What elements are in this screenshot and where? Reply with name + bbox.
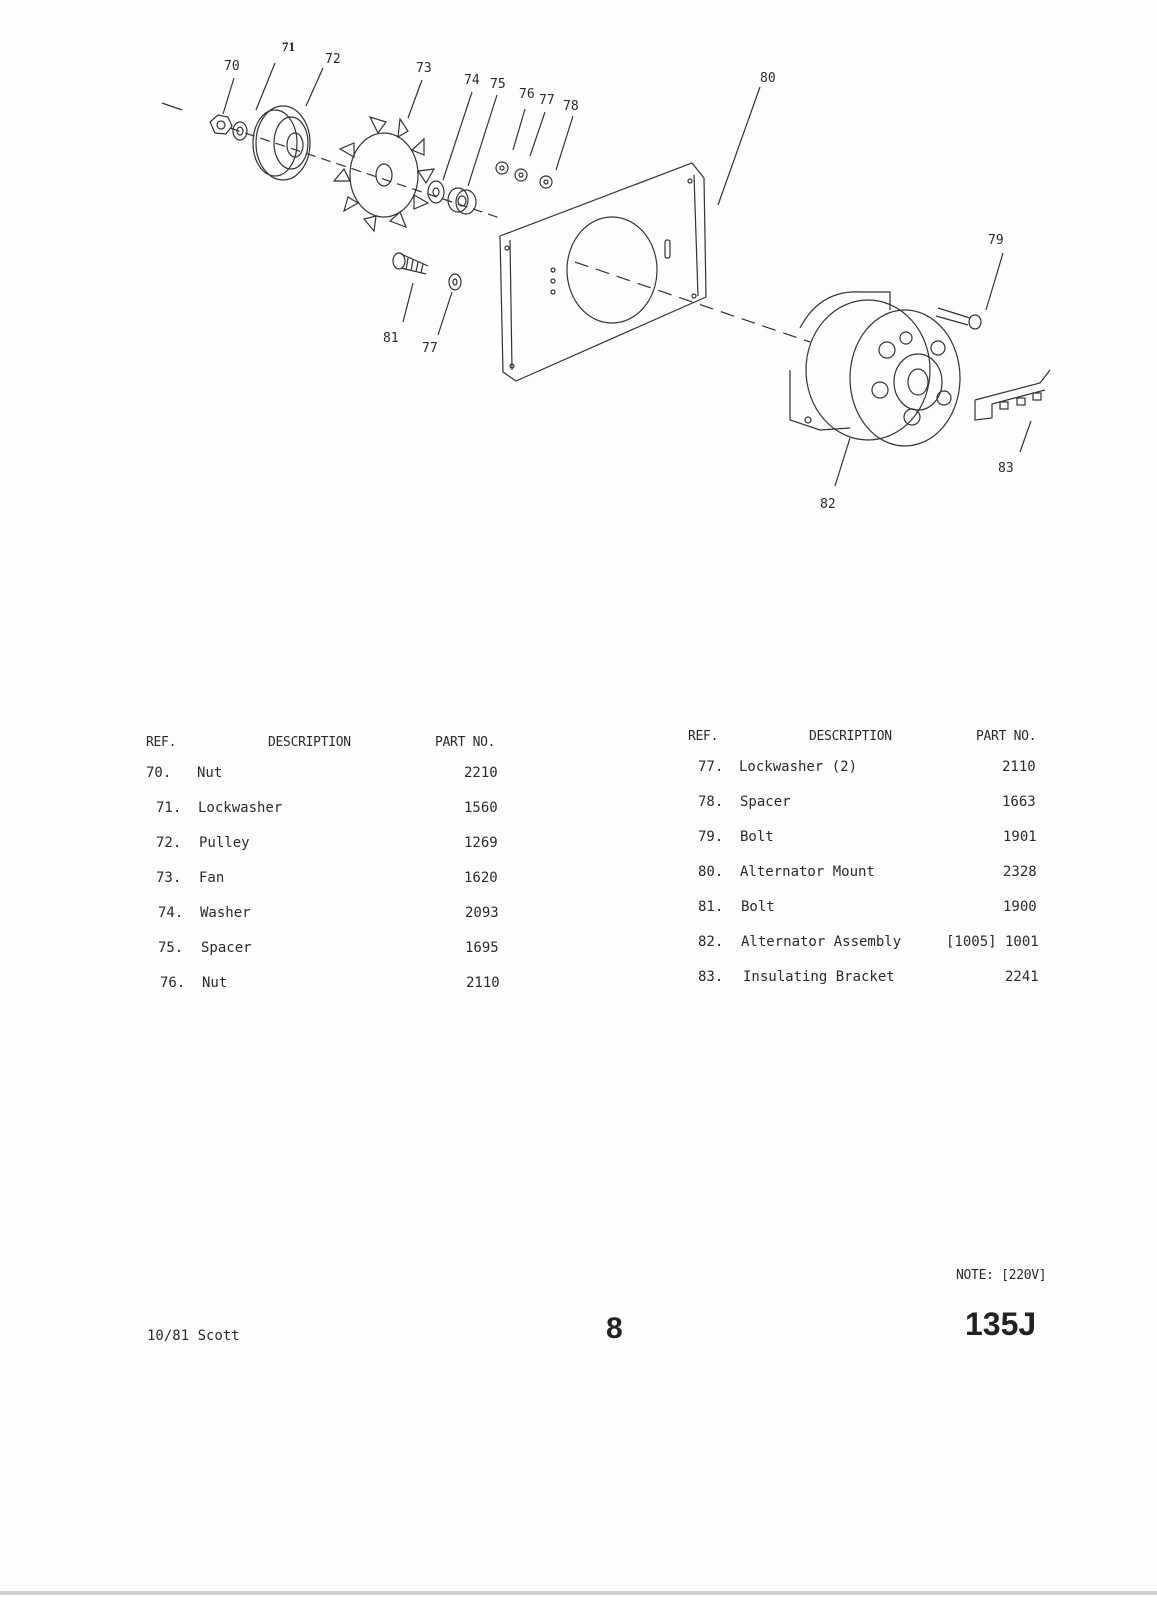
page-bottom-edge: [0, 1591, 1157, 1595]
table-row: [146, 905, 526, 940]
part-no-header: PART NO.: [435, 735, 496, 750]
row-description: Washer: [200, 905, 251, 921]
callout-76: 76: [519, 87, 535, 102]
row-description: Bolt: [741, 899, 775, 915]
callout-82: 82: [820, 497, 836, 512]
table-row: [146, 975, 526, 1010]
row-ref: 81.: [698, 899, 724, 915]
row-part-no: 2093: [465, 905, 499, 921]
row-part-no: 1663: [1002, 794, 1036, 810]
row-ref: 82.: [698, 934, 724, 950]
callout-77: 77: [539, 93, 555, 108]
row-ref: 71.: [156, 800, 182, 816]
exploded-parts-diagram: [0, 0, 1157, 560]
table-row: [146, 800, 526, 835]
row-ref: 72.: [156, 835, 182, 851]
part-no-header: PART NO.: [976, 729, 1037, 744]
callout-75: 75: [490, 77, 506, 92]
row-ref: 75.: [158, 940, 184, 956]
row-description: Lockwasher (2): [739, 759, 858, 775]
row-description: Spacer: [740, 794, 791, 810]
row-ref: 83.: [698, 969, 724, 985]
row-ref: 70.: [146, 765, 172, 781]
row-description: Spacer: [201, 940, 252, 956]
row-ref: 77.: [698, 759, 724, 775]
row-description: Fan: [199, 870, 225, 886]
callout-81: 81: [383, 331, 399, 346]
row-part-no: 1901: [1003, 829, 1037, 845]
row-part-no: 1269: [464, 835, 498, 851]
callout-77b: 77: [422, 341, 438, 356]
table-row: [146, 940, 526, 975]
callout-72: 72: [325, 52, 341, 67]
table-row: [146, 765, 526, 800]
row-description: Lockwasher: [198, 800, 283, 816]
callout-80: 80: [760, 71, 776, 86]
callout-79: 79: [988, 233, 1004, 248]
callout-74: 74: [464, 73, 480, 88]
row-part-no: 2241: [1005, 969, 1039, 985]
row-part-no: 1620: [464, 870, 498, 886]
table-row: [688, 969, 1068, 1004]
row-description: Alternator Assembly: [741, 934, 902, 950]
row-part-no: 2110: [466, 975, 500, 991]
table-header: [146, 735, 526, 765]
ref-header: REF.: [688, 729, 719, 744]
callout-83: 83: [998, 461, 1014, 476]
ref-header: REF.: [146, 735, 177, 750]
description-header: DESCRIPTION: [809, 729, 892, 744]
table-header: [688, 729, 1068, 759]
table-row: [688, 934, 1068, 969]
callout-70: 70: [224, 59, 240, 74]
row-description: Insulating Bracket: [743, 969, 895, 985]
model-number: 135J: [965, 1306, 1037, 1342]
row-part-no: 2328: [1003, 864, 1037, 880]
row-part-no: 2210: [464, 765, 498, 781]
row-ref: 74.: [158, 905, 184, 921]
row-ref: 76.: [160, 975, 186, 991]
row-part-no: 2110: [1002, 759, 1036, 775]
description-header: DESCRIPTION: [268, 735, 351, 750]
diagram-callouts: [224, 39, 1014, 512]
row-part-no: 1695: [465, 940, 499, 956]
row-part-no: [1005] 1001: [946, 934, 1039, 950]
row-part-no: 1560: [464, 800, 498, 816]
row-description: Nut: [202, 975, 228, 991]
row-part-no: 1900: [1003, 899, 1037, 915]
parts-table-left: [146, 735, 526, 1010]
voltage-note: NOTE: [220V]: [956, 1268, 1047, 1283]
table-row: [688, 759, 1068, 794]
row-description: Alternator Mount: [740, 864, 875, 880]
row-ref: 78.: [698, 794, 724, 810]
table-row: [688, 864, 1068, 899]
parts-table-right: [688, 729, 1068, 1004]
table-row: [146, 835, 526, 870]
row-ref: 79.: [698, 829, 724, 845]
row-ref: 73.: [156, 870, 182, 886]
footer-date-author: 10/81 Scott: [147, 1328, 240, 1344]
table-row: [146, 870, 526, 905]
callout-71: 71: [282, 39, 295, 54]
table-row: [688, 899, 1068, 934]
row-description: Bolt: [740, 829, 774, 845]
row-ref: 80.: [698, 864, 724, 880]
callout-78: 78: [563, 99, 579, 114]
table-row: [688, 794, 1068, 829]
table-row: [688, 829, 1068, 864]
page-number: 8: [606, 1312, 623, 1345]
row-description: Nut: [197, 765, 223, 781]
callout-73: 73: [416, 61, 432, 76]
row-description: Pulley: [199, 835, 250, 851]
